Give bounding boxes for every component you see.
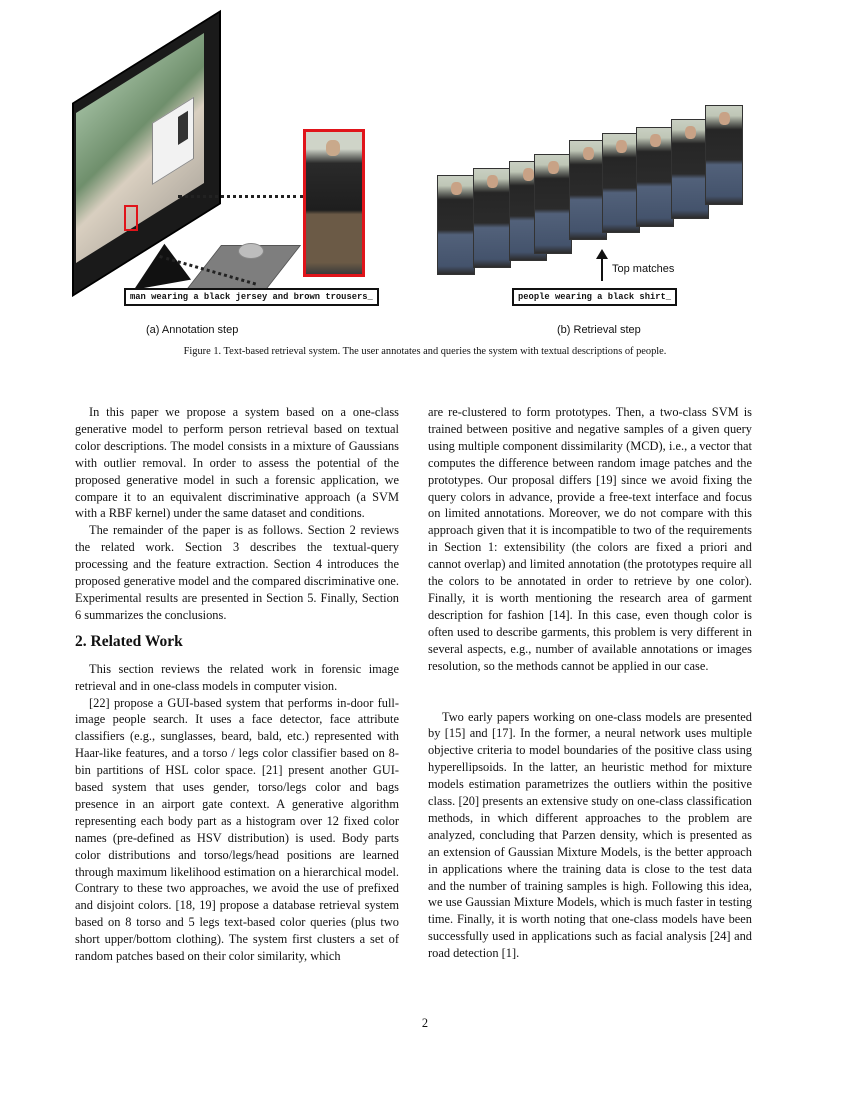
face-shape xyxy=(326,140,340,156)
subfigure-label-a: (a) Annotation step xyxy=(146,324,239,336)
annotation-query-input: man wearing a black jersey and brown trousers_ xyxy=(124,288,379,306)
face-shape xyxy=(650,134,661,147)
left-column xyxy=(75,404,399,965)
match-thumbnail-7 xyxy=(636,127,674,227)
top-matches-label: Top matches xyxy=(612,263,675,275)
right-column xyxy=(428,404,752,962)
paragraph: [22] propose a GUI-based system that performs in-door full-image people search. It uses a face detector, face attribute classifiers (e.g., sunglasses, beard, bald, etc.) represented with Haar-like features, and a torso / legs color classifier based on 8-bin partitions of HSL color space. [21] present another GUI-based system that uses gender, torso/legs color and bags presence in an airport gate context. A generative algorithm representing each body part as a histogram over 12 fixed color names (pre-defined as HSV distribution) is used. Body parts color distributions and torso/legs/head positions are learned through maximum likelihood estimation on a hierarchical model. Contrary to these two approaches, we avoid the use of prefixed and disjoint colors. [18, 19] propose a database retrieval system based on 8 torso and 5 legs text-based color queries (plus two short upper/bottom clothing). The system first clusters a set of random patches based on their color similarity, which xyxy=(75,695,399,964)
face-shape xyxy=(487,175,498,188)
paragraph: Two early papers working on one-class models are presented by [15] and [17]. In the former, a neural network uses multiple objective criteria to model boundaries of the positive class using hyperellipsoids. In the latter, an heuristic method for mixture models estimation parametrizes the outliers within the positive class. [20] presents an extensive study on one-class classification methods, in which different approaches to the problem are analyzed, concluding that Parzen density, which is presented as an extension of Gaussian Mixture Models, is the better approach in applications where the training data is close to the test data and the number of training samples is high. Following this idea, we use Gaussian Mixture Models, which is much faster in testing time. Finally, it is worth noting that one-class models have been successfully used in applications such as facial analysis [24] and road detection [1]. xyxy=(428,709,752,961)
connector-dotted-line xyxy=(178,195,304,198)
monitor-stand-icon xyxy=(127,240,191,289)
paragraph: The remainder of the paper is as follows. Section 2 reviews the related work. Section 3 describes the textual-query processing and the feature extraction. Section 4 introduces the proposed generative model and the compared discriminative one. Experimental results are presented in Section 5. Finally, Section 6 summarizes the conclusions. xyxy=(75,523,399,622)
page-number: 2 xyxy=(421,1016,429,1030)
figure-caption: Figure 1. Text-based retrieval system. The user annotates and queries the system with textual descriptions of people. xyxy=(183,346,667,357)
face-shape xyxy=(685,126,696,139)
mouse-icon xyxy=(238,243,264,259)
paragraph-gap xyxy=(428,675,752,709)
subfigure-label-b: (b) Retrieval step xyxy=(557,324,641,336)
match-thumbnail-4 xyxy=(534,154,572,254)
face-shape xyxy=(451,182,462,195)
screen-selection-box xyxy=(124,205,138,231)
face-shape xyxy=(583,147,594,160)
match-thumbnail-8 xyxy=(671,119,709,219)
face-shape xyxy=(616,140,627,153)
retrieval-query-input: people wearing a black shirt_ xyxy=(512,288,677,306)
section-heading: 2. Related Work xyxy=(75,632,183,650)
face-shape xyxy=(548,161,559,174)
match-thumbnail-1 xyxy=(437,175,475,275)
match-thumbnail-9 xyxy=(705,105,743,205)
annotated-person-crop xyxy=(303,129,365,277)
paragraph: This section reviews the related work in forensic image retrieval and in one-class models in computer vision. xyxy=(75,661,399,693)
match-thumbnail-6 xyxy=(602,133,640,233)
arrow-shaft xyxy=(601,257,603,281)
paragraph: are re-clustered to form prototypes. Then, a two-class SVM is trained between positive and negative samples of a given query using multiple component dissimilarity (MCD), i.e., a vector that computes the difference between random image patches and the prototypes. Our proposal differs [19] since we avoid fixing the query colors in advance, provide a free-text interface and focus on limited annotations. Moreover, we do not compare with this approach given that it is incompatible to two of the requirements in Section 1: extensibility (the colors are fixed a priori and cannot overlap) and limited annotation (the prototypes require all the colors to be annotated in order to retrieve by one color). Finally, it is worth mentioning the research area of garment description for fashion [14]. In this case, even though color is often used to describe garments, this problem is very different in several aspects, e.g., number of available annotations or images resolution, so the methods cannot be applied in our case. xyxy=(428,405,752,673)
face-shape xyxy=(719,112,730,125)
figure-1 xyxy=(60,95,790,350)
match-thumbnail-2 xyxy=(473,168,511,268)
paragraph: In this paper we propose a system based on a one-class generative model to perform person retrieval based on textual color descriptions. The model consists in a mixture of Gaussians with outlier removal. In order to assess the potential of the proposed generative model in such a forensic application, we compare it to an equivalent discriminative approach (a SVM with a RBF kernel) under the same dataset and conditions. xyxy=(75,405,399,521)
face-shape xyxy=(523,168,534,181)
